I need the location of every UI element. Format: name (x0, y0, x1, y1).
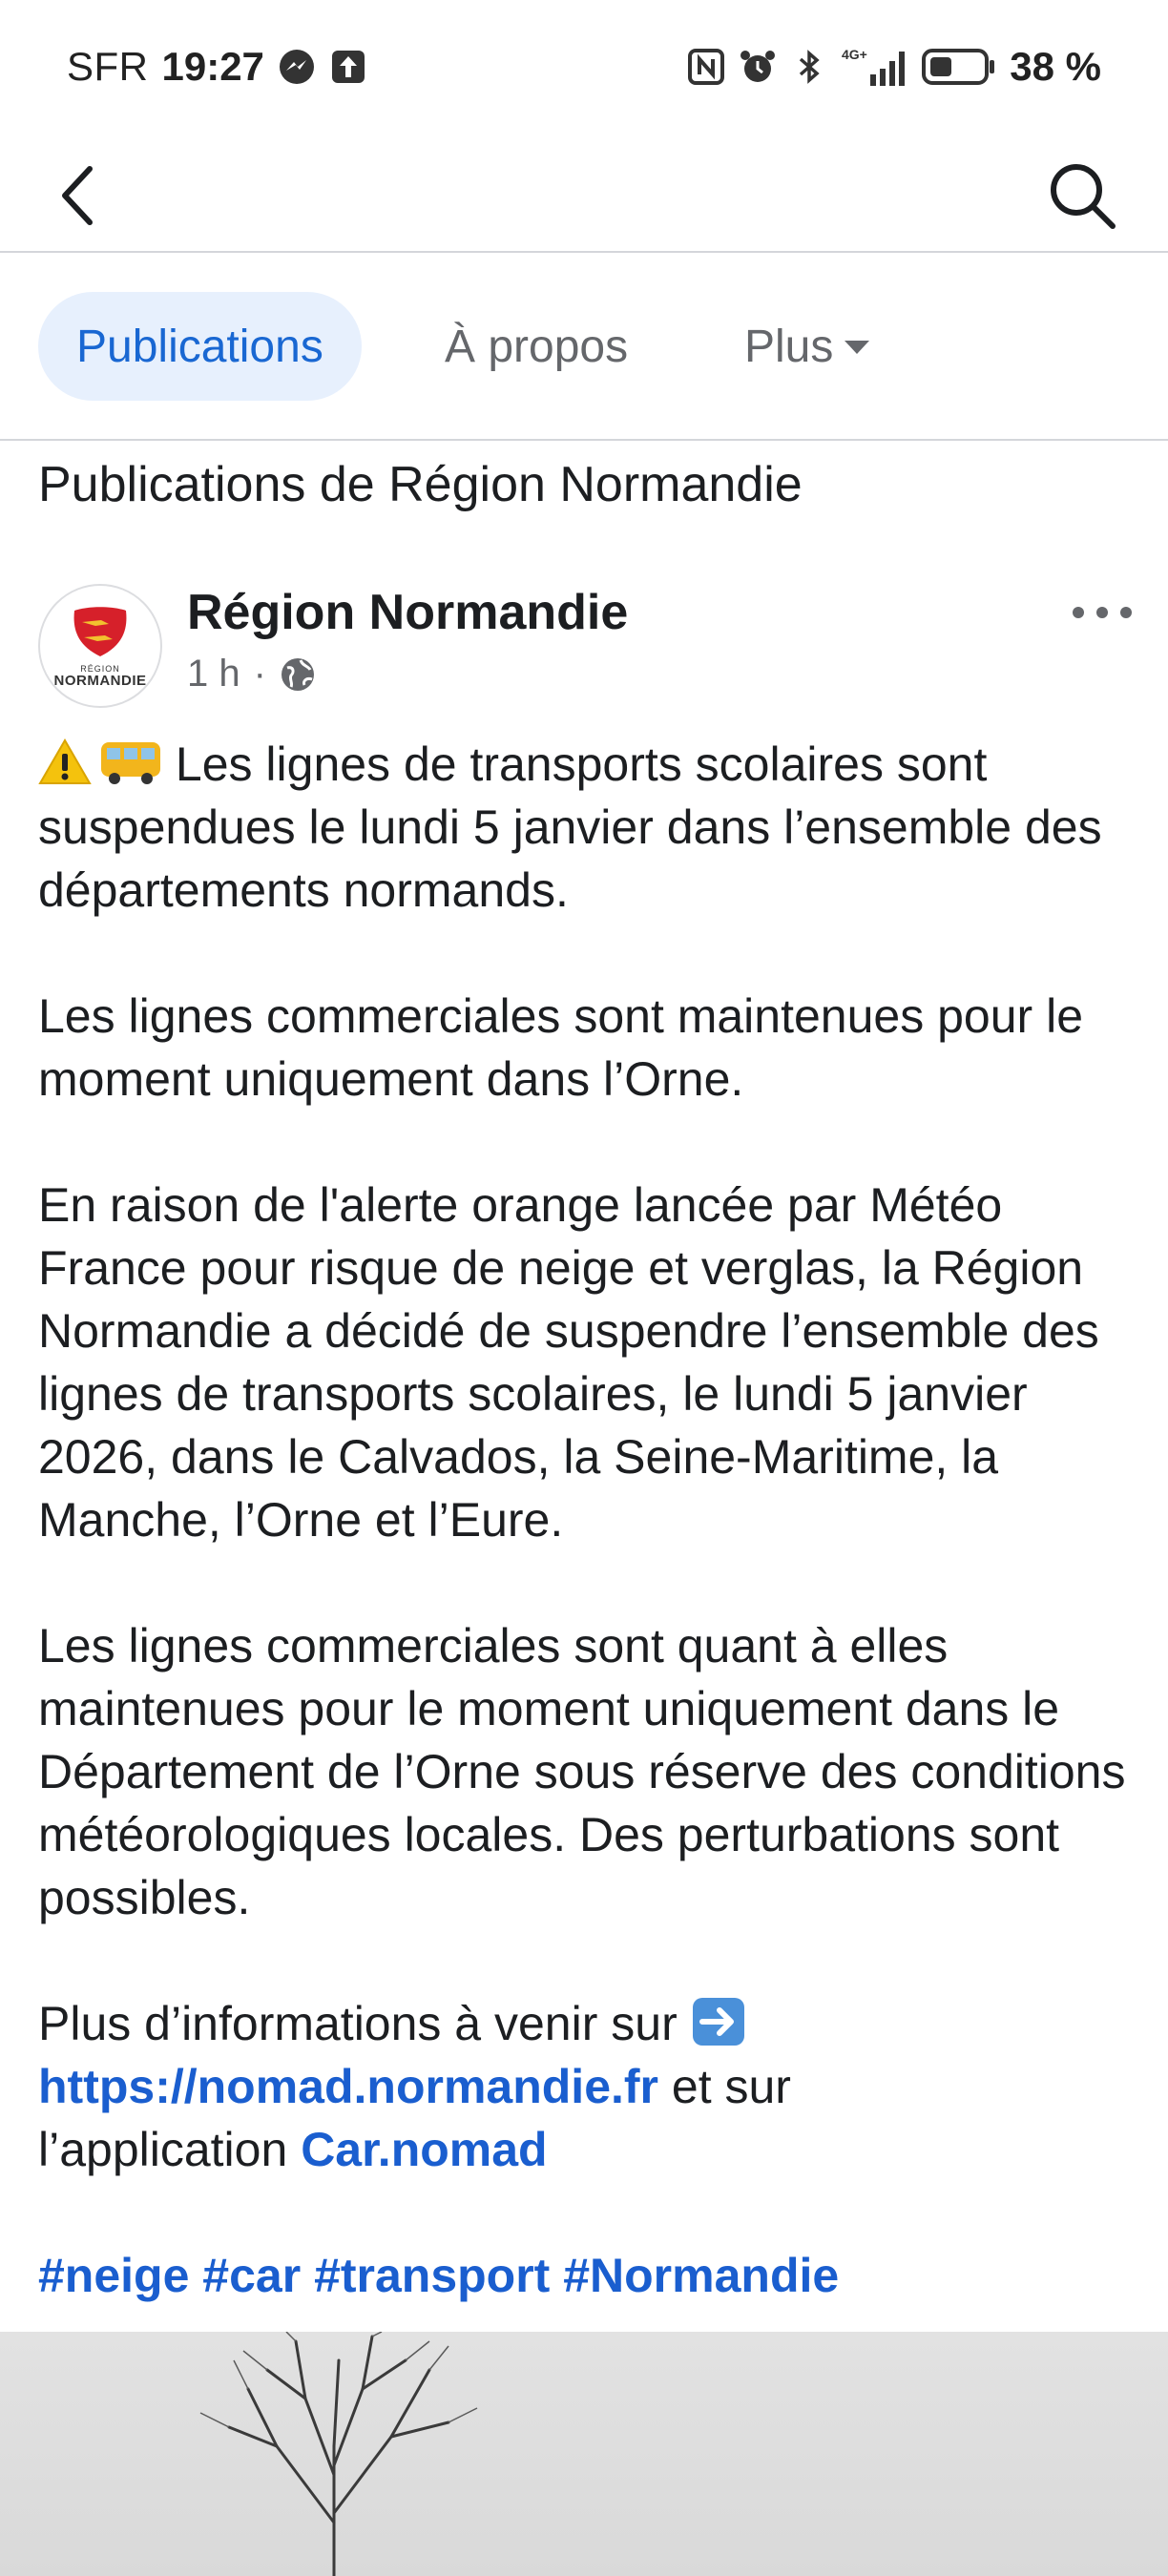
arrow-left-icon[interactable] (48, 157, 105, 234)
link-join: et sur (671, 2060, 791, 2113)
tabs-divider (0, 439, 1168, 441)
post-photo[interactable] (0, 2332, 1168, 2576)
tab-publications[interactable] (38, 292, 362, 401)
messenger-icon (278, 48, 316, 86)
post-body (38, 733, 1145, 2370)
info-prefix: Plus d’informations à venir sur (38, 1997, 678, 2050)
status-bar (0, 0, 1168, 134)
bluetooth-icon (790, 48, 828, 86)
tab-publications-label: Publications (76, 321, 323, 372)
nomad-website-link[interactable]: https://nomad.normandie.fr (38, 2060, 658, 2113)
snowy-tree-image (143, 2332, 525, 2576)
arrow-right-icon (691, 1996, 746, 2047)
post-hashtags[interactable]: #neige #car #transport #Normandie (38, 2249, 840, 2302)
meta-separator: · (253, 653, 266, 695)
upload-icon (329, 48, 367, 86)
paragraph-1-text: Les lignes de transports scolaires sont suspendues le lundi 5 janvier dans l’ensemble des départements normands. (38, 737, 1102, 917)
status-bar-right (687, 38, 1101, 95)
post-time[interactable]: 1 h (187, 653, 240, 695)
tab-plus-label: Plus (744, 321, 834, 372)
caret-down-icon (843, 337, 871, 356)
section-title: Publications de Région Normandie (38, 457, 803, 512)
carrier-name: SFR (67, 44, 149, 89)
tab-a-propos-label: À propos (445, 321, 629, 372)
post-info-paragraph (38, 1992, 1145, 2181)
post-meta (187, 653, 316, 696)
svg-text:4G+: 4G+ (842, 47, 868, 62)
app-prefix: l’application (38, 2123, 288, 2176)
post-header (38, 584, 1136, 708)
battery-percent: 38 % (1010, 44, 1101, 89)
alarm-icon (739, 48, 777, 86)
post-paragraph-1 (38, 733, 1145, 922)
search-icon[interactable] (1044, 157, 1120, 234)
bus-icon (99, 738, 162, 786)
warning-icon (38, 738, 92, 786)
app-bar-divider (0, 251, 1168, 253)
tab-a-propos[interactable] (445, 292, 628, 401)
battery-icon (922, 48, 996, 86)
profile-tabs (0, 286, 1168, 401)
region-logo-icon (69, 605, 132, 658)
clock: 19:27 (161, 44, 264, 89)
status-bar-left (67, 38, 367, 95)
post-author[interactable]: Région Normandie (187, 585, 629, 640)
post-paragraph-3: En raison de l'alerte orange lancée par Météo France pour risque de neige et verglas, la Région Normandie a décidé de suspendre l’ensemble des lignes de transports scolaires, le lundi 5 janvier 2026, dans le Calvados, la Seine-Maritime, la Manche, l’Orne et l’Eure. (38, 1178, 1099, 1547)
avatar-caption-small: RÉGION (80, 664, 120, 674)
signal-icon (842, 46, 908, 88)
post-paragraph-2: Les lignes commerciales sont maintenues pour le moment uniquement dans l’Orne. (38, 989, 1083, 1106)
car-nomad-link[interactable]: Car.nomad (301, 2123, 548, 2176)
more-horizontal-icon[interactable] (1069, 593, 1136, 632)
avatar-caption-big: NORMANDIE (53, 673, 147, 689)
post-paragraph-4: Les lignes commerciales sont quant à elles maintenues pour le moment uniquement dans le Département de l’Orne sous réserve des conditions météorologiques locales. Des perturbations sont possibles. (38, 1619, 1126, 1924)
tab-plus[interactable] (744, 292, 871, 401)
app-bar (0, 134, 1168, 253)
globe-icon (280, 656, 316, 693)
nfc-icon (687, 48, 725, 86)
avatar[interactable] (38, 584, 162, 708)
